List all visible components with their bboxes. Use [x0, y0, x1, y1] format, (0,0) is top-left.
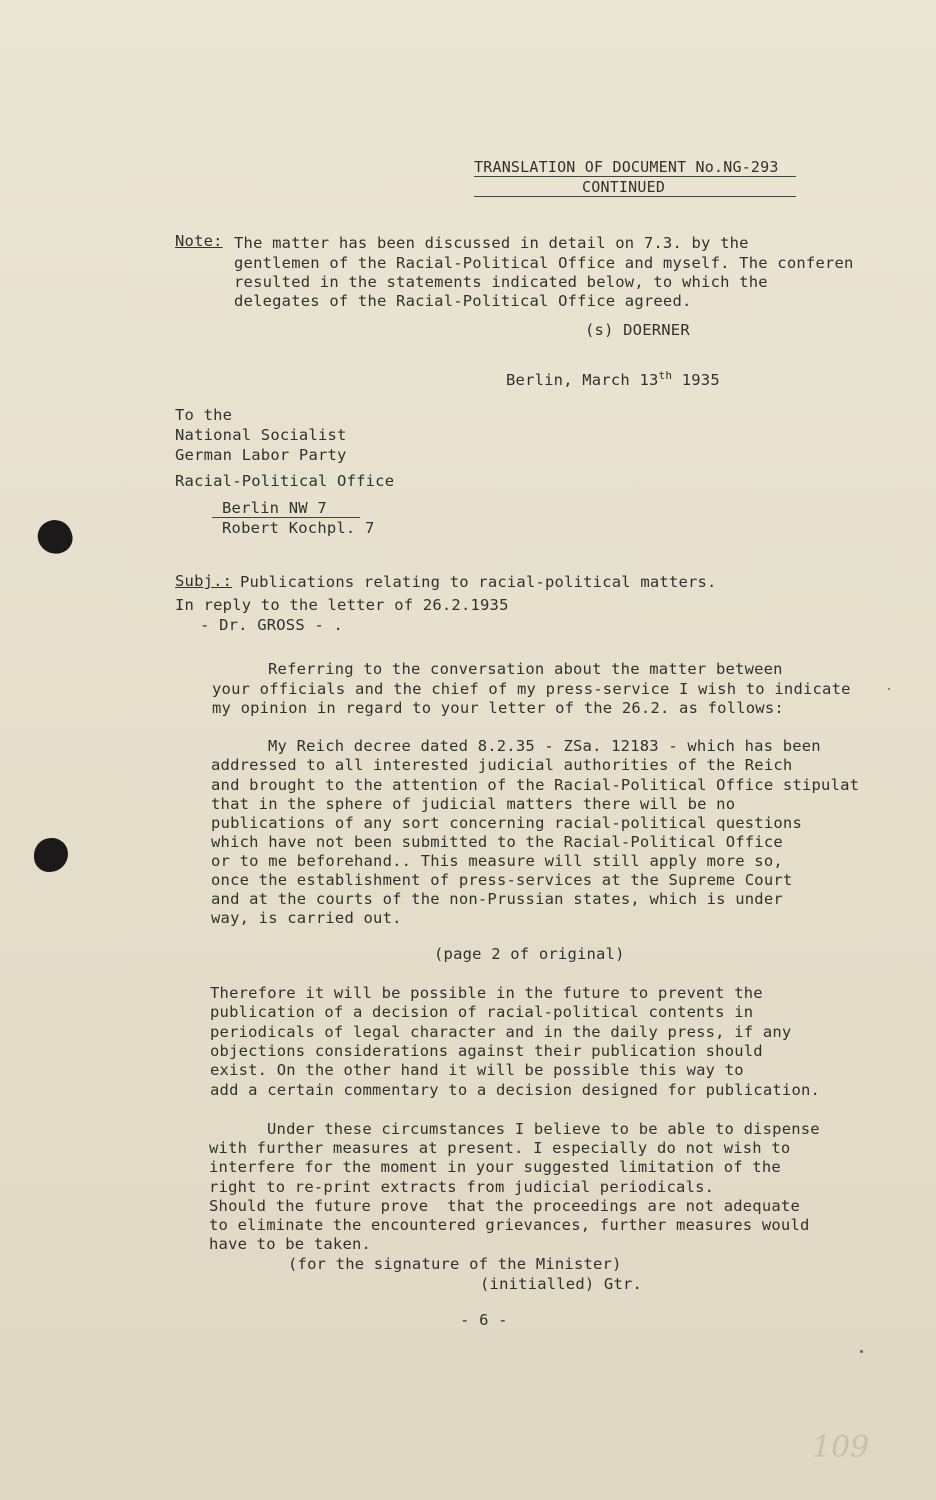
paper-speck	[860, 1350, 863, 1353]
body-line: exist. On the other hand it will be possible this way to	[210, 1061, 744, 1079]
dateline-suffix: th	[658, 368, 673, 382]
body-line: objections considerations against their publication should	[210, 1042, 763, 1060]
address-city: Berlin NW 7	[222, 499, 327, 517]
body-line: Under these circumstances I believe to be able to dispense	[267, 1120, 820, 1138]
body-line: and at the courts of the non-Prussian states, which is under	[211, 890, 783, 908]
document-continued: CONTINUED	[582, 178, 666, 196]
punch-hole-top	[33, 515, 77, 559]
dateline	[506, 368, 720, 390]
address-street: Robert Kochpl. 7	[222, 519, 375, 537]
dateline-year: 1935	[681, 371, 720, 389]
note-line: The matter has been discussed in detail on 7.3. by the	[234, 234, 749, 252]
note-label: Note:	[175, 232, 223, 250]
body-line: with further measures at present. I especially do not wish to	[209, 1139, 791, 1157]
body-line: My Reich decree dated 8.2.35 - ZSa. 12183 - which has been	[268, 737, 821, 755]
dateline-text: Berlin, March 13	[506, 371, 659, 389]
body-line: have to be taken.	[209, 1235, 372, 1253]
body-line: or to me beforehand.. This measure will still apply more so,	[211, 852, 783, 870]
body-line: which have not been submitted to the Racial-Political Office	[211, 833, 783, 851]
document-title: TRANSLATION OF DOCUMENT No.NG-293	[474, 158, 779, 176]
body-line: publication of a decision of racial-political contents in	[210, 1003, 754, 1021]
body-line: right to re-print extracts from judicial periodicals.	[209, 1178, 715, 1196]
address-line: Racial-Political Office	[175, 472, 395, 490]
body-line: Referring to the conversation about the matter between	[268, 660, 783, 678]
closing-minister: (for the signature of the Minister)	[288, 1255, 622, 1273]
subject-label: Subj.:	[175, 572, 233, 590]
body-line: once the establishment of press-services at the Supreme Court	[211, 871, 793, 889]
address-line: National Socialist	[175, 426, 347, 444]
subject-reply: In reply to the letter of 26.2.1935	[175, 596, 509, 614]
subject-text: Publications relating to racial-political matters.	[240, 573, 717, 591]
note-line: delegates of the Racial-Political Office agreed.	[234, 292, 692, 310]
header-rule-top	[474, 176, 796, 177]
body-line: periodicals of legal character and in the daily press, if any	[210, 1023, 792, 1041]
paper-speck	[888, 688, 890, 690]
header-rule-bottom	[474, 196, 796, 197]
closing-initialled: (initialled) Gtr.	[480, 1275, 643, 1293]
body-line: my opinion in regard to your letter of the 26.2. as follows:	[212, 699, 784, 717]
note-signature: (s) DOERNER	[585, 321, 690, 339]
body-line: that in the sphere of judicial matters there will be no	[211, 795, 736, 813]
address-line: German Labor Party	[175, 446, 347, 464]
body-line: Therefore it will be possible in the future to prevent the	[210, 984, 763, 1002]
subject-ref: - Dr. GROSS - .	[200, 616, 343, 634]
note-line: resulted in the statements indicated below, to which the	[234, 273, 768, 291]
body-line: add a certain commentary to a decision designed for publication.	[210, 1081, 821, 1099]
page-number: - 6 -	[460, 1311, 508, 1329]
note-line: gentlemen of the Racial-Political Office and myself. The conferen	[234, 254, 854, 272]
punch-hole-bottom	[34, 838, 68, 872]
page-marker: (page 2 of original)	[434, 945, 625, 963]
body-line: to eliminate the encountered grievances, further measures would	[209, 1216, 810, 1234]
body-line: addressed to all interested judicial authorities of the Reich	[211, 756, 793, 774]
body-line: Should the future prove that the proceedings are not adequate	[209, 1197, 800, 1215]
body-line: and brought to the attention of the Racial-Political Office stipulat	[211, 776, 860, 794]
body-line: publications of any sort concerning racial-political questions	[211, 814, 802, 832]
body-line: interfere for the moment in your suggested limitation of the	[209, 1158, 781, 1176]
body-line: way, is carried out.	[211, 909, 402, 927]
archive-number: 109	[812, 1430, 870, 1465]
body-line: your officials and the chief of my press-service I wish to indicate	[212, 680, 851, 698]
address-city-rule	[212, 517, 360, 518]
address-line: To the	[175, 406, 233, 424]
